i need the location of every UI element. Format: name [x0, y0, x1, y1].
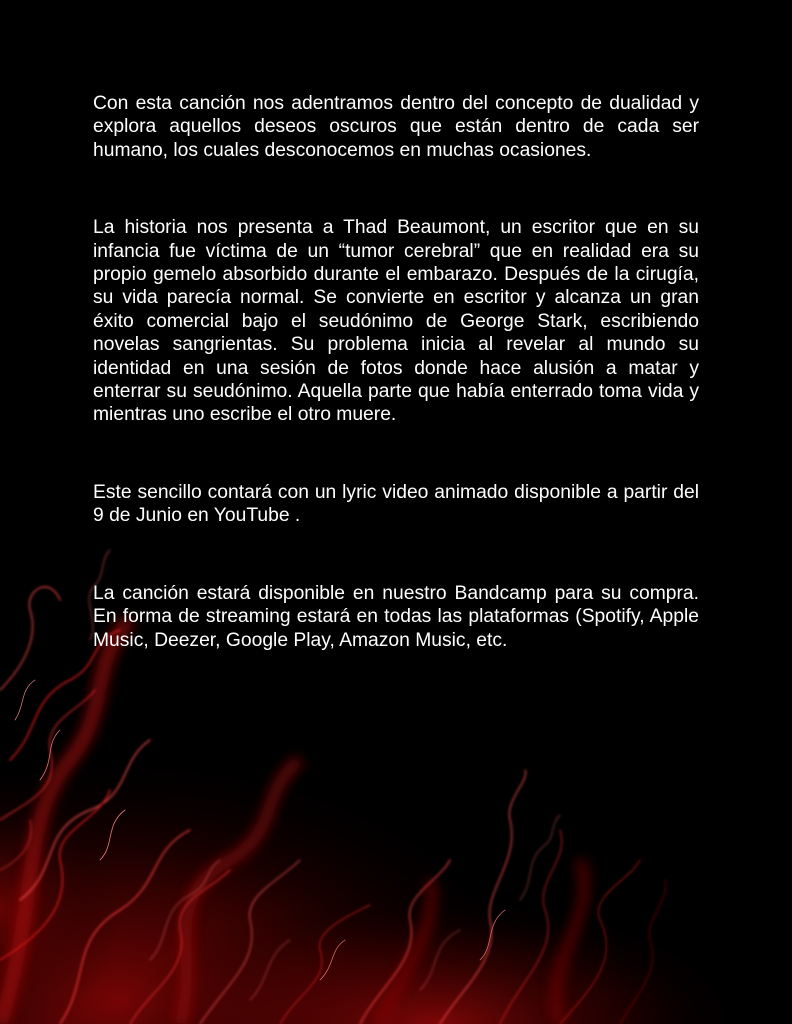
paragraph-story: La historia nos presenta a Thad Beaumont, un escritor que en su infancia fue víctima de un “tumor cerebral” que en realidad era su propio gemelo absorbido durante el embarazo. Después de la cirugía, su vida parecía normal. Se convierte en escritor y alcanza un gran éxito comercial bajo el seudónimo de George Stark, escribiendo novelas sangrientas. Su problema inicia al revelar al mundo su identidad en una sesión de fotos donde hace alusión a matar y enterrar su seudónimo. Aquella parte que había enterrado toma vida y mientras uno escribe el otro muere.	[93, 217, 699, 426]
paragraph-availability: La canción estará disponible en nuestro Bandcamp para su compra. En forma de streaming estará en todas las plataformas (Spotify, Apple Music, Deezer, Google Play, Amazon Music, etc.	[93, 582, 699, 651]
paragraph-lyric-video: Este sencillo contará con un lyric video animado disponible a partir del 9 de Junio en YouTube .	[93, 481, 699, 527]
document-body	[93, 92, 699, 652]
paragraph-intro: Con esta canción nos adentramos dentro del concepto de dualidad y explora aquellos deseos oscuros que están dentro de cada ser humano, los cuales desconocemos en muchas ocasiones.	[93, 93, 699, 161]
